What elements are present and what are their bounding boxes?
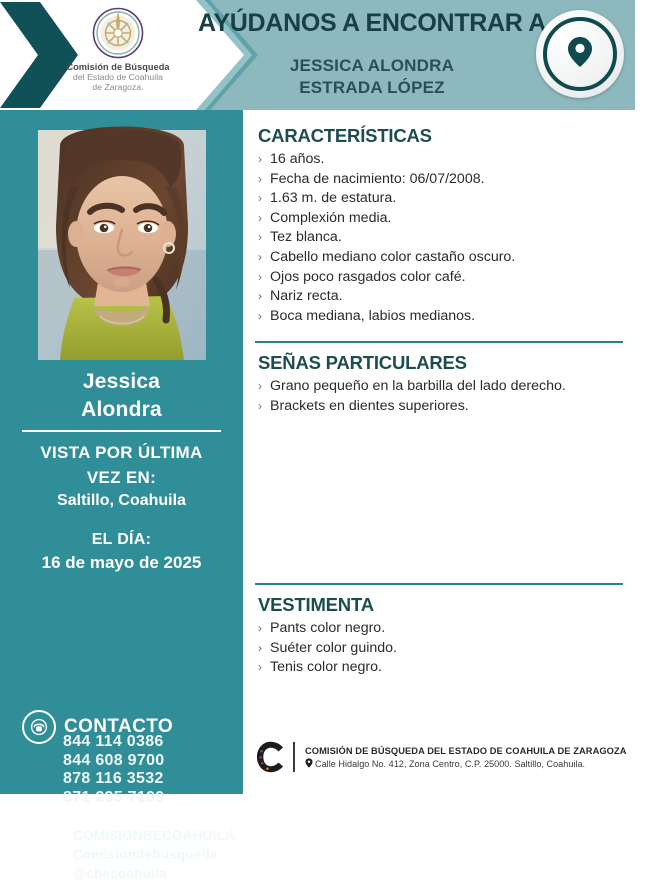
photo-illustration (38, 130, 206, 360)
commission-logo (42, 6, 194, 93)
footer-address-row (305, 758, 627, 772)
list-item-text: 1.63 m. de estatura. (270, 190, 397, 207)
section-title-vestimenta: VESTIMENTA (258, 594, 374, 615)
list-item (258, 397, 623, 417)
list-item (258, 287, 623, 307)
last-seen-label (0, 440, 243, 490)
sidebar-divider (22, 430, 221, 432)
list-item (258, 228, 623, 248)
list-item-text: Tez blanca. (270, 229, 342, 246)
contact-phone-list (63, 733, 164, 807)
list-item (258, 639, 623, 659)
section-title-caracteristicas: CARACTERÍSTICAS (258, 125, 432, 146)
chevron-right-icon: › (258, 269, 262, 284)
chevron-right-icon: › (258, 171, 262, 186)
list-item (258, 248, 623, 268)
sidebar-person-name (0, 368, 243, 424)
logo-caption-line-1: Comisión de Búsqueda (66, 62, 170, 72)
vestimenta-list (258, 619, 623, 678)
pin-ring (543, 17, 617, 91)
phone-number[interactable]: 844 114 0386 (63, 733, 164, 750)
missing-person-name-header (196, 55, 548, 99)
list-item-text: Cabello mediano color castaño oscuro. (270, 248, 516, 265)
footer-address-text: Calle Hidalgo No. 412, Zona Centro, C.P. 25000. Saltillo, Coahuila. (315, 759, 586, 769)
list-item-text: Tenis color negro. (270, 659, 382, 676)
section-divider-2 (255, 583, 623, 585)
list-item-text: Pants color negro. (270, 620, 386, 636)
poster-footer (243, 720, 647, 794)
chevron-right-icon: › (258, 191, 262, 206)
footer-divider (293, 742, 295, 772)
x-handle: @cbecoahuila (73, 866, 167, 881)
left-sidebar (0, 110, 243, 881)
list-item (258, 268, 623, 288)
list-item-text: Nariz recta. (270, 288, 343, 305)
caracteristicas-list (258, 150, 623, 326)
social-label: REDES SOCIALES (64, 808, 238, 829)
facebook-icon (52, 829, 66, 843)
list-item-text: Fecha de nacimiento: 06/07/2008. (270, 170, 485, 187)
chevron-right-icon: › (258, 379, 262, 393)
chevron-right-icon: › (258, 289, 262, 304)
chevron-right-icon: › (258, 398, 262, 413)
last-seen-label-line-1: VISTA POR ÚLTIMA (40, 443, 203, 462)
chevron-right-icon: › (258, 640, 262, 655)
list-item-text: Suéter color guindo. (270, 639, 397, 656)
list-item-text: Complexión media. (270, 209, 392, 226)
section-divider-1 (255, 341, 623, 343)
list-item (258, 377, 623, 397)
list-item (258, 619, 623, 639)
logo-caption-line-2: del Estado de Coahuila (73, 72, 163, 83)
social-accounts-list (52, 826, 235, 883)
list-item-text: 16 años. (270, 151, 325, 167)
list-item (258, 209, 623, 229)
poster-header (0, 0, 635, 110)
chevron-right-icon: › (258, 621, 262, 635)
page-title: AYÚDANOS A ENCONTRAR A (197, 9, 547, 37)
list-item (258, 170, 623, 190)
footer-org-block (305, 743, 627, 772)
phone-number[interactable]: 878 116 3532 (63, 770, 164, 787)
c-monogram-icon (255, 740, 287, 774)
name-line-1: JESSICA ALONDRA (289, 56, 455, 75)
section-caracteristicas (258, 125, 623, 326)
section-senas-particulares (258, 352, 623, 416)
contact-label: CONTACTO (64, 716, 174, 737)
list-item (258, 658, 623, 678)
phone-number[interactable]: 844 608 9700 (63, 751, 165, 769)
mobile-circle-icon (22, 802, 56, 836)
chevron-right-icon: › (258, 230, 262, 245)
chevron-right-icon: › (258, 249, 262, 264)
chevron-right-icon: › (258, 210, 262, 225)
instagram-icon (52, 848, 66, 861)
section-vestimenta (258, 594, 623, 678)
date-label: EL DÍA: (91, 531, 152, 548)
list-item-text: Ojos poco rasgados color café. (270, 268, 466, 285)
list-item (258, 150, 623, 170)
list-item (258, 189, 623, 209)
chevron-right-icon: › (258, 152, 262, 166)
senas-list (258, 377, 623, 416)
list-item-text: Grano pequeño en la barbilla del lado derecho. (270, 378, 566, 394)
section-title-senas: SEÑAS PARTICULARES (258, 352, 467, 373)
location-pin-icon (567, 36, 593, 73)
chevron-right-icon: › (258, 308, 262, 323)
list-item (258, 307, 623, 327)
location-pin-badge (536, 10, 624, 98)
details-panel (243, 110, 635, 794)
sidebar-name-line-1: Jessica (82, 370, 161, 393)
map-pin-icon (305, 758, 313, 772)
social-account-x[interactable] (52, 864, 235, 883)
social-account-facebook[interactable] (52, 826, 235, 845)
last-seen-place: Saltillo, Coahuila (57, 492, 186, 509)
last-seen-date: 16 de mayo de 2025 (41, 553, 202, 572)
coahuila-search-commission-seal-icon (91, 6, 145, 60)
chevron-right-icon: › (258, 660, 262, 675)
last-seen-label-line-2: VEZ EN: (86, 468, 157, 487)
logo-caption-line-3: de Zaragoza. (92, 82, 144, 93)
missing-person-photo (38, 130, 206, 360)
sidebar-name-line-2: Alondra (81, 398, 162, 421)
list-item-text: Boca mediana, labios medianos. (270, 307, 476, 324)
social-account-instagram[interactable] (52, 845, 235, 864)
name-line-2: ESTRADA LÓPEZ (299, 78, 445, 97)
instagram-handle: Comisiondebusqueda (73, 847, 218, 862)
commission-logo-caption (42, 62, 194, 93)
x-twitter-icon (52, 867, 66, 880)
phone-circle-icon (22, 710, 56, 744)
footer-organization: COMISIÓN DE BÚSQUEDA DEL ESTADO DE COAHUILA DE ZARAGOZA (305, 745, 627, 756)
list-item-text: Brackets en dientes superiores. (270, 397, 469, 414)
phone-number[interactable]: 871 235 7199 (63, 788, 165, 806)
facebook-handle: COMISIONBECOAHUILA (73, 828, 235, 843)
